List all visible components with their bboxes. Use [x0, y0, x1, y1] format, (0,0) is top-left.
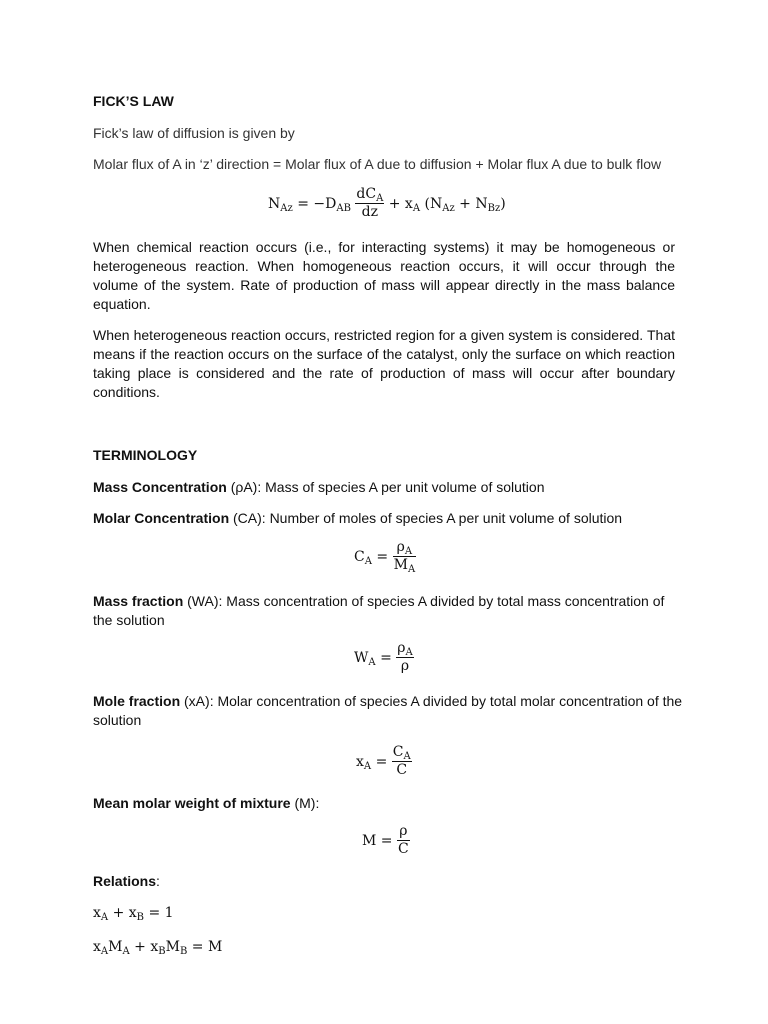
intro-text: Fick’s law of diffusion is given by: [93, 125, 295, 141]
relation-mole-fraction-sum: $x_A + x_B = 1$: [93, 905, 174, 923]
definition-mass-concentration: [93, 478, 683, 497]
paragraph-homogeneous: When chemical reaction occurs (i.e., for interacting systems) it may be homogeneous or heterogeneous reaction. When homogeneous reaction occurs, it will occur through the volume of the system. Rate of production of mass will appear directly in the mass balance equation.: [93, 239, 675, 312]
relations-colon: :: [156, 873, 160, 889]
term-symbol: (WA): [187, 593, 219, 609]
term-description: : Number of moles of species A per unit volume of solution: [261, 510, 623, 526]
definition-mass-fraction: [93, 592, 683, 630]
term-description: : Mass concentration of species A divided by total mass concentration of the solution: [93, 593, 665, 628]
paragraph-heterogeneous: When heterogeneous reaction occurs, restricted region for a given system is considered. That means if the reaction occurs on the surface of the catalyst, only the surface on which reaction taking place is considered and the rate of production of mass will occur after boundary conditions.: [93, 327, 675, 400]
term-label: Mass fraction: [93, 593, 184, 609]
relations-label: Relations: [93, 873, 157, 889]
definition-mole-fraction: [93, 692, 683, 730]
relations-heading: [93, 872, 160, 891]
relation-mean-molar-weight: $x_AM_A + x_BM_B = M$: [93, 939, 223, 957]
equation-molar-concentration: $C_A$ = $\frac{\rho_A}{M_A}$: [354, 539, 416, 575]
term-symbol: (xA): [184, 693, 210, 709]
section-heading-terminology: TERMINOLOGY: [93, 447, 198, 463]
definition-mean-molar-weight: [93, 794, 683, 813]
term-symbol: (CA): [233, 510, 262, 526]
term-label: Mass Concentration: [93, 479, 227, 495]
term-symbol: (M): [294, 795, 316, 811]
term-label: Molar Concentration: [93, 510, 230, 526]
term-description: : Molar concentration of species A divided by total molar concentration of the solution: [93, 693, 683, 728]
equation-mole-fraction: $x_A$ = $\frac{C_A}{C}$: [356, 744, 411, 778]
equation-mean-molar-weight: M = $\frac{\rho}{C}$: [362, 823, 409, 857]
definition-molar-concentration: [93, 509, 683, 528]
term-label: Mean molar weight of mixture: [93, 795, 291, 811]
molar-flux-description: Molar flux of A in ‘z’ direction = Molar flux of A due to diffusion + Molar flux A due to bulk flow: [93, 156, 662, 172]
equation-mass-fraction: $W_A$ = $\frac{\rho_A}{\rho}$: [354, 640, 413, 674]
term-symbol: (ρA): [230, 479, 258, 495]
section-heading-ficks-law: FICK’S LAW: [93, 93, 174, 109]
term-label: Mole fraction: [93, 693, 181, 709]
term-description: : Mass of species A per unit volume of solution: [257, 479, 545, 495]
ficks-law-equation: $N_{Az} = -D_{AB}$ $\frac{dC_A}{dz}$ + $x_A$ $(N_{Az} + N_{Bz})$: [268, 186, 506, 220]
term-description: :: [315, 795, 320, 811]
derivative-fraction: $\frac{dC_A}{dz}$: [356, 186, 384, 220]
